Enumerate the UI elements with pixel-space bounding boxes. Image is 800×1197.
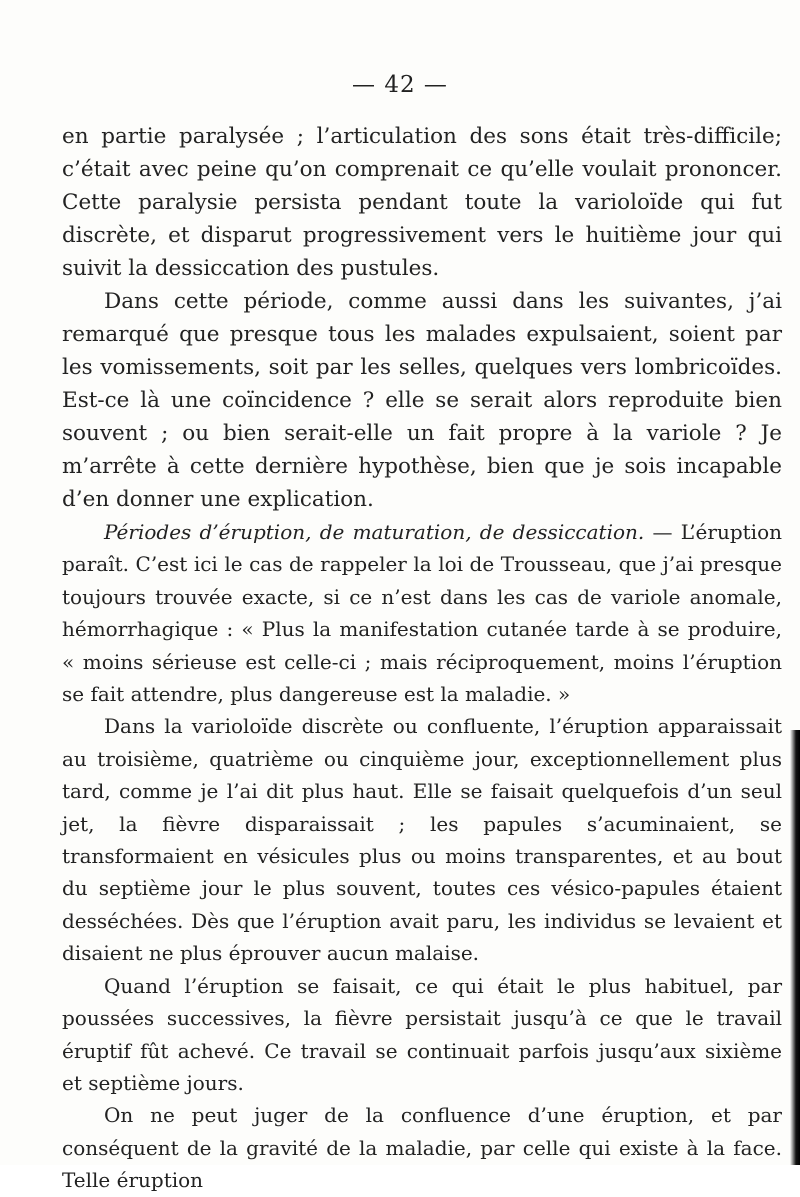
paragraph-continuation: en partie paralysée ; l’articulation des sons était très-difficile; c’était avec peine qu’on comprenait ce qu’elle voulait prononcer. Cette paralysie persista pendant toute la varioloïde qui fut discrète, et disparut progressivement vers le huitième jour qui suivit la dessiccation des pustules. [62, 124, 782, 281]
paragraph-eruption-periods [62, 516, 782, 710]
paragraph-successive-eruptions: Quand l’éruption se faisait, ce qui était le plus habituel, par poussées successives, la fièvre persistait jusqu’à ce que le travail éruptif fût achevé. Ce travail se continuait parfois jusqu’aux sixième et septième jours. [62, 973, 782, 1095]
page-number: — 42 — [352, 72, 448, 98]
paragraph-worms: Dans cette période, comme aussi dans les suivantes, j’ai remarqué que presque tous les malades expulsaient, soient par les vomissements, soit par les selles, quelques vers lombricoïdes. Est-ce là une coïncidence ? elle se serait alors reproduite bien souvent ; ou bien serait-elle un fait propre à la variole ? Je m’arrête à cette dernière hypothèse, bien que je sois incapable d’en donner une explication. [62, 289, 782, 512]
section-heading: Périodes d’éruption, de maturation, de dessiccation. [104, 520, 645, 544]
section-text: — L’éruption paraît. C’est ici le cas de rappeler la loi de Trousseau, que j’ai presque toujours trouvée exacte, si ce n’est dans les cas de variole anomale, hémorrhagique : « Plus la manifestation cutanée tarde à se produire, « moins sérieuse est celle-ci ; mais réciproquement, moins l’éruption se fait attendre, plus dangereuse est la maladie. » [62, 520, 782, 707]
page-edge-shadow [790, 730, 800, 1165]
body-text [62, 120, 782, 1197]
paragraph-varioloid: Dans la varioloïde discrète ou confluente, l’éruption apparaissait au troisième, quatrième ou cinquième jour, exceptionnellement plus tard, comme je l’ai dit plus haut. Elle se faisait quelquefois d’un seul jet, la fièvre disparaissait ; les papules s’acuminaient, se transformaient en vésicules plus ou moins transparentes, et au bout du septième jour le plus souvent, toutes ces vésico-papules étaient desséchées. Dès que l’éruption avait paru, les individus se levaient et disaient ne plus éprouver aucun malaise. [62, 714, 782, 966]
paragraph-confluence: On ne peut juger de la confluence d’une éruption, et par conséquent de la gravité de la maladie, par celle qui existe à la face. Telle éruption [62, 1103, 782, 1193]
